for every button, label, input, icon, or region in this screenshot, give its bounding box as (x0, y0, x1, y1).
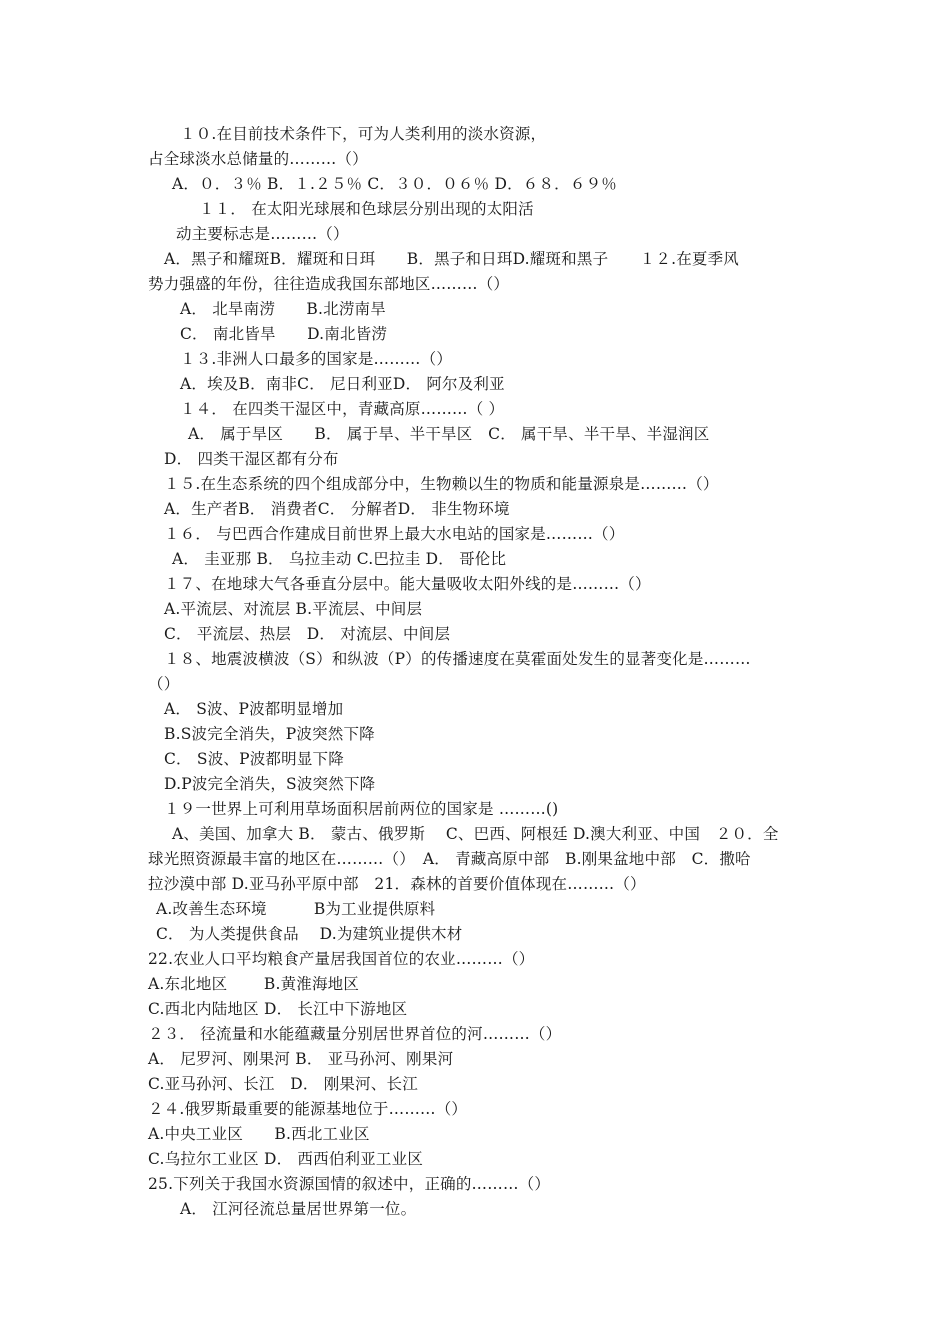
text-line: A．０．３％ B．１.２５％ C．３０．０６％ D．６８．６９％ (172, 175, 617, 193)
text-line: １６． 与巴西合作建成目前世界上最大水电站的国家是………（） (164, 525, 625, 543)
text-line: D.P波完全消失，S波突然下降 (164, 775, 376, 793)
text-line: C． S波、P波都明显下降 (164, 750, 344, 768)
text-line: 占全球淡水总储量的………（） (148, 150, 368, 168)
text-line: A． 北旱南涝 B.北涝南旱 (180, 300, 386, 318)
text-line: （） (148, 675, 180, 693)
text-line: 拉沙漠中部 D.亚马孙平原中部 21．森林的首要价值体现在………（） (148, 875, 646, 893)
text-line: １１． 在太阳光球展和色球层分别出现的太阳活 (199, 200, 534, 218)
text-line: A.东北地区 B.黄淮海地区 (148, 975, 360, 993)
text-line: A、美国、加拿大 B． 蒙古、俄罗斯 C、巴西、阿根廷 D.澳大利亚、中国 ２０．全 (172, 825, 779, 843)
text-line: A． 圭亚那 B． 乌拉圭动 C.巴拉圭 D． 哥伦比 (172, 550, 507, 568)
text-line: C.乌拉尔工业区 D． 西西伯利亚工业区 (148, 1150, 424, 1168)
text-line: １７、在地球大气各垂直分层中。能大量吸收太阳外线的是………（） (164, 575, 651, 593)
text-line: A． S波、P波都明显增加 (164, 700, 344, 718)
text-line: A． 尼罗河、刚果河 B． 亚马孙河、刚果河 (148, 1050, 454, 1068)
text-line: A.改善生态环境 B为工业提供原料 (156, 900, 436, 918)
text-line: A．生产者B． 消费者C． 分解者D． 非生物环境 (164, 500, 510, 518)
text-line: 动主要标志是………（） (176, 225, 349, 243)
text-line: A．黑子和耀斑B．耀斑和日珥 B．黑子和日珥D.耀斑和黑子 １２.在夏季风 (164, 250, 740, 268)
text-line: A．埃及B．南非C． 尼日利亚D． 阿尔及利亚 (180, 375, 505, 393)
text-line: B.S波完全消失，P波突然下降 (164, 725, 375, 743)
text-line: C． 南北皆旱 D.南北皆涝 (180, 325, 388, 343)
text-line: A.平流层、对流层 B.平流层、中间层 (164, 600, 423, 618)
text-line: C． 平流层、热层 D． 对流层、中间层 (164, 625, 451, 643)
text-line: 22.农业人口平均粮食产量居我国首位的农业………（） (148, 950, 535, 968)
text-line: A.中央工业区 B.西北工业区 (148, 1125, 370, 1143)
text-line: C.亚马孙河、长江 D． 刚果河、长江 (148, 1075, 418, 1093)
text-line: １４． 在四类干湿区中，青藏高原………（ ） (180, 400, 505, 418)
text-line: C． 为人类提供食品 D.为建筑业提供木材 (156, 925, 463, 943)
text-line: A． 属于旱区 B． 属于旱、半干旱区 C． 属干旱、半干旱、半湿润区 (188, 425, 710, 443)
text-line: ２４.俄罗斯最重要的能源基地位于………（） (148, 1100, 468, 1118)
text-line: １０.在目前技术条件下，可为人类利用的淡水资源， (180, 125, 547, 143)
text-line: １８、地震波横波（S）和纵波（P）的传播速度在莫霍面处发生的显著变化是……… (164, 650, 751, 668)
text-line: １３.非洲人口最多的国家是………（） (180, 350, 453, 368)
text-line: 25.下列关于我国水资源国情的叙述中，正确的………（） (148, 1175, 551, 1193)
text-line: 势力强盛的年份，往往造成我国东部地区………（） (148, 275, 510, 293)
text-line: C.西北内陆地区 D． 长江中下游地区 (148, 1000, 408, 1018)
text-line: １９一世界上可利用草场面积居前两位的国家是 ………() (164, 800, 559, 818)
text-line: D． 四类干湿区都有分布 (164, 450, 339, 468)
text-line: １５.在生态系统的四个组成部分中，生物赖以生的物质和能量源泉是………（） (164, 475, 719, 493)
text-line: 球光照资源最丰富的地区在………（） A． 青藏高原中部 B.刚果盆地中部 C．撒哈 (148, 850, 751, 868)
text-line: A． 江河径流总量居世界第一位。 (180, 1200, 417, 1218)
text-line: ２３． 径流量和水能蕴藏量分别居世界首位的河………（） (148, 1025, 562, 1043)
